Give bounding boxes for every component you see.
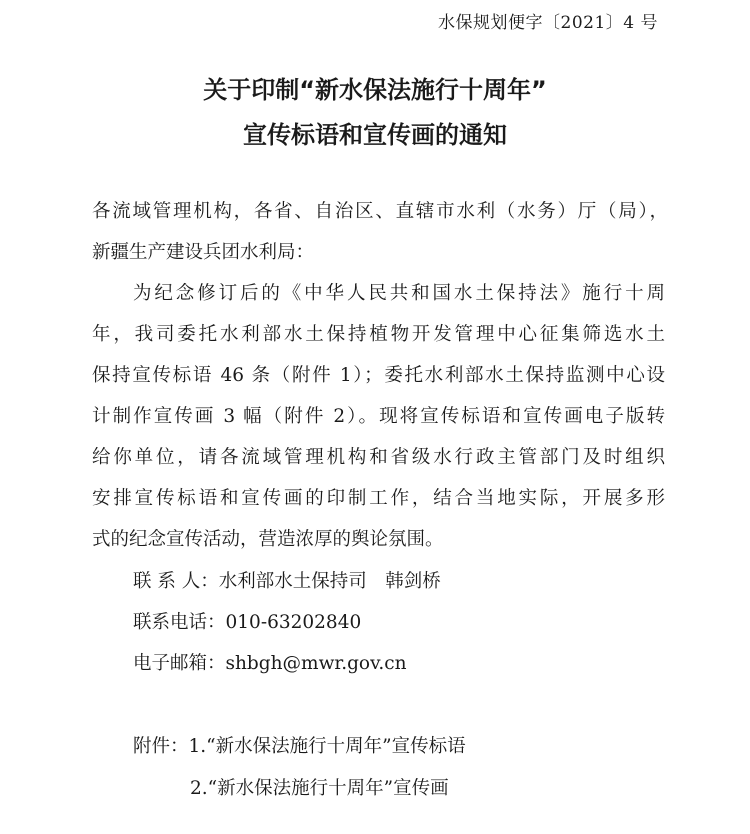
body-line-7: 式的纪念宣传活动，营造浓厚的舆论氛围。 (92, 529, 444, 550)
contact-email-value: shbgh@mwr.gov.cn (225, 653, 407, 674)
contact-phone-label: 联系电话： (133, 612, 226, 633)
contact-person-label: 联 系 人： (133, 571, 219, 592)
contact-email-label: 电子邮箱： (133, 653, 226, 674)
contact-person-value: 水利部水土保持司 韩剑桥 (218, 571, 441, 592)
attachment-item-2: 2.“新水保法施行十周年”宣传画 (190, 778, 449, 799)
body-line-5: 给你单位，请各流域管理机构和省级水行政主管部门及时组织 (92, 447, 665, 468)
contact-person-row (133, 573, 441, 592)
contact-phone-value: 010-63202840 (225, 612, 362, 633)
contact-phone-row (133, 614, 361, 633)
document-title-line-2: 宣传标语和宣传画的通知 (243, 121, 507, 149)
attachment-item-1: 1.“新水保法施行十周年”宣传标语 (188, 736, 466, 757)
attachment-row-1 (133, 738, 466, 757)
body-line-1: 为纪念修订后的《中华人民共和国水土保持法》施行十周 (133, 283, 665, 304)
contact-email-row (133, 655, 407, 674)
attachment-row-2 (190, 780, 449, 799)
document-title-line-1: 关于印制“新水保法施行十周年” (203, 76, 547, 104)
body-line-3: 保持宣传标语 46 条（附件 1）；委托水利部水土保持监测中心设 (92, 365, 665, 386)
body-line-6: 安排宣传标语和宣传画的印制工作，结合当地实际，开展多形 (92, 488, 665, 509)
addressee-line-1: 各流域管理机构，各省、自治区、直辖市水利（水务）厅（局）， (92, 201, 668, 222)
attachment-label: 附件： (133, 736, 189, 757)
body-line-2: 年，我司委托水利部水土保持植物开发管理中心征集筛选水土 (92, 324, 665, 345)
document-number: 水保规划便字〔2021〕4 号 (438, 13, 658, 33)
body-line-4: 计制作宣传画 3 幅（附件 2）。现将宣传标语和宣传画电子版转 (92, 406, 665, 427)
addressee-line-2: 新疆生产建设兵团水利局： (92, 242, 315, 263)
